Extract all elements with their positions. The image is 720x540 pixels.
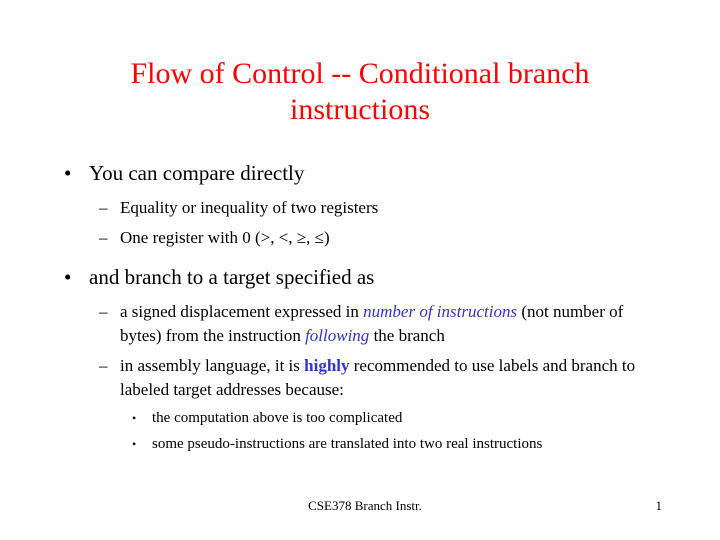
slide-title-line-1: Flow of Control -- Conditional branch <box>130 57 590 90</box>
dash-icon: – <box>99 198 108 217</box>
footer-page-number: 1 <box>655 498 662 513</box>
dash-icon: – <box>99 356 108 375</box>
slide-body <box>0 160 720 460</box>
sub-bullet-text-pre: in assembly language, it is <box>120 356 305 375</box>
bullet-dot-icon: • <box>64 265 72 289</box>
sub-sub-bullet-computation <box>0 408 720 428</box>
bullet-dot-icon: • <box>132 437 137 451</box>
sub-bullet-text-pre: a signed displacement expressed in <box>120 302 364 321</box>
slide-title-line-2: instructions <box>290 93 430 126</box>
emphasis-following: following <box>305 326 370 345</box>
sub-bullet-equality <box>0 196 720 220</box>
sub-bullet-text: One register with 0 (>, <, ≥, ≤) <box>120 228 330 247</box>
bullet-dot-icon: • <box>64 161 72 185</box>
sub-bullet-zero-compare <box>0 226 720 250</box>
sub-bullet-assembly-labels <box>0 354 720 402</box>
sub-bullet-text-mid: (not number of bytes) from the instruction <box>120 302 624 345</box>
dash-icon: – <box>99 228 108 247</box>
footer-course: CSE378 Branch Instr. <box>308 498 422 513</box>
sub-sub-bullet-pseudo-instructions <box>0 434 720 454</box>
emphasis-number-of-instructions: number of instructions <box>363 302 518 321</box>
sub-bullet-text: Equality or inequality of two registers <box>120 198 379 217</box>
bullet-branch-target <box>0 264 720 290</box>
bullet-compare <box>0 160 720 186</box>
sub-bullet-text-post: recommended to use labels and branch to labeled target addresses because: <box>120 356 636 399</box>
sub-sub-bullet-text: some pseudo-instructions are translated into two real instructions <box>152 436 543 452</box>
slide-title <box>40 56 680 128</box>
bullet-text: and branch to a target specified as <box>89 265 375 289</box>
sub-bullet-displacement <box>0 300 720 348</box>
sub-bullet-text-post: the branch <box>369 326 445 345</box>
bullet-text: You can compare directly <box>89 161 305 185</box>
sub-sub-bullet-text: the computation above is too complicated <box>152 410 403 426</box>
emphasis-highly: highly <box>304 356 350 375</box>
bullet-dot-icon: • <box>132 411 137 425</box>
dash-icon: – <box>99 302 108 321</box>
